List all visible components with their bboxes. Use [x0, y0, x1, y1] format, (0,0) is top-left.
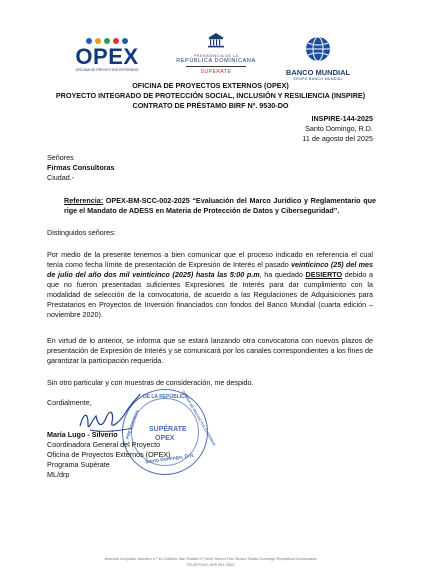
opex-subtitle: OFICINA DE PROYECTOS EXTERNOS	[75, 68, 139, 72]
presidencia-line3: SUPÉRATE	[200, 69, 232, 75]
cordialmente: Cordialmente,	[47, 398, 92, 407]
presidencia-logo	[176, 32, 256, 75]
footer-phone: TELÉFONO: 809 534 2525	[186, 562, 235, 567]
header-line2: PROYECTO INTEGRADO DE PROTECCIÓN SOCIAL, INCLUSIÓN Y RESILIENCIA (INSPIRE)	[55, 91, 366, 100]
closing: Sin otro particular y con muestras de consideración, me despido.	[47, 378, 254, 387]
body1-desierto: DESIERTO	[305, 270, 343, 279]
bm-wordmark: BANCO MUNDIAL	[285, 68, 351, 77]
presidencia-line1: PRESIDENCIA DE LA	[193, 53, 239, 58]
stamp-center2: OPEX	[155, 435, 175, 442]
header-line3: CONTRATO DE PRÉSTAMO BIRF Nº. 9530-DO	[132, 101, 289, 110]
signer-title2: Oficina de Proyectos Externos (OPEX)	[47, 450, 171, 459]
body-paragraph-2: En virtud de lo anterior, se informa que se estará lanzando otra convocatoria con nuevos plazos de presentación de Expresión de Interés y se comunicará por los canales correspondientes a los fines de garantizar la participación requerida.	[47, 336, 373, 365]
signer-title3: Programa Supérate	[47, 460, 110, 469]
globe-icon	[305, 36, 331, 62]
body1-deadline: veinticinco (25) del mes de julio del año dos mil veinticinco (2025) hasta las 5:00 p.m	[47, 260, 373, 279]
palace-icon	[205, 32, 227, 48]
stamp-right: OFICINA DE PROYECTOS EXTERNOS	[181, 389, 217, 447]
recipient-line3: Ciudad.-	[47, 173, 75, 182]
stamp-left: PRESIDENCIA	[124, 409, 140, 440]
body-paragraph-1	[47, 250, 373, 320]
header-line1: OFICINA DE PROYECTOS EXTERNOS (OPEX)	[132, 81, 289, 90]
greeting: Distinguidos señores:	[47, 228, 116, 237]
signer-name: María Lugo - Silverio	[47, 430, 118, 439]
stamp-bottom: Santo Domingo, D.N.	[144, 452, 195, 466]
referencia-text: OPEX-BM-SCC-002-2025 “Evaluación del Marco Jurídico y Reglamentario que rige el Mandato de ADESS en Materia de Protección de Datos y Ciberseguridad”.	[64, 196, 376, 215]
bm-subtitle: GRUPO BANCO MUNDIAL	[293, 77, 343, 81]
referencia	[64, 196, 376, 216]
doc-place: Santo Domingo, R.D.	[305, 124, 373, 133]
opex-logo	[72, 38, 142, 72]
stamp-center1: SUPÉRATE	[149, 426, 187, 433]
doc-date: 11 de agosto del 2025	[302, 134, 373, 143]
signer-title1: Coordinadora General del Proyecto	[47, 440, 161, 449]
body1-part-e: debido a que no fueron presentadas suficientes Expresiones de Interés para dar cumplimiento con la modalidad de selección de la convocatoria, de acuerdo a las Regulaciones de Adquisiciones para Prestatarios en Proyectos de Inversión financiados con fondos del Banco Mundial (cuarta edición – noviembre 2020).	[47, 270, 373, 319]
body1-part-c: , ha quedado	[259, 270, 306, 279]
stamp-top: DE LA REPÚBLICA	[143, 394, 189, 400]
presidencia-line2: REPÚBLICA DOMINICANA	[176, 58, 256, 64]
opex-wordmark: OPEX	[75, 44, 139, 69]
recipient-line2: Firmas Consultoras	[47, 163, 115, 172]
recipient-line1: Señores	[47, 153, 74, 162]
signer-initials: ML/drp	[47, 470, 70, 479]
banco-mundial-logo	[282, 36, 354, 81]
footer-address: Avenida Leopoldo Navarro n.º 61 Edificio San Rafael 6.º nivel Sector Don Bosco Santo Domingo República Dominicana	[104, 556, 317, 561]
doc-code: INSPIRE-144-2025	[311, 114, 373, 123]
body1-part-a: Por medio de la presente tenemos a bien comunicar que el proceso indicado en referencia el cual tenía como fecha límite de presentación de Expresión de Interés el pasado	[47, 250, 373, 269]
referencia-label: Referencia:	[64, 196, 104, 205]
